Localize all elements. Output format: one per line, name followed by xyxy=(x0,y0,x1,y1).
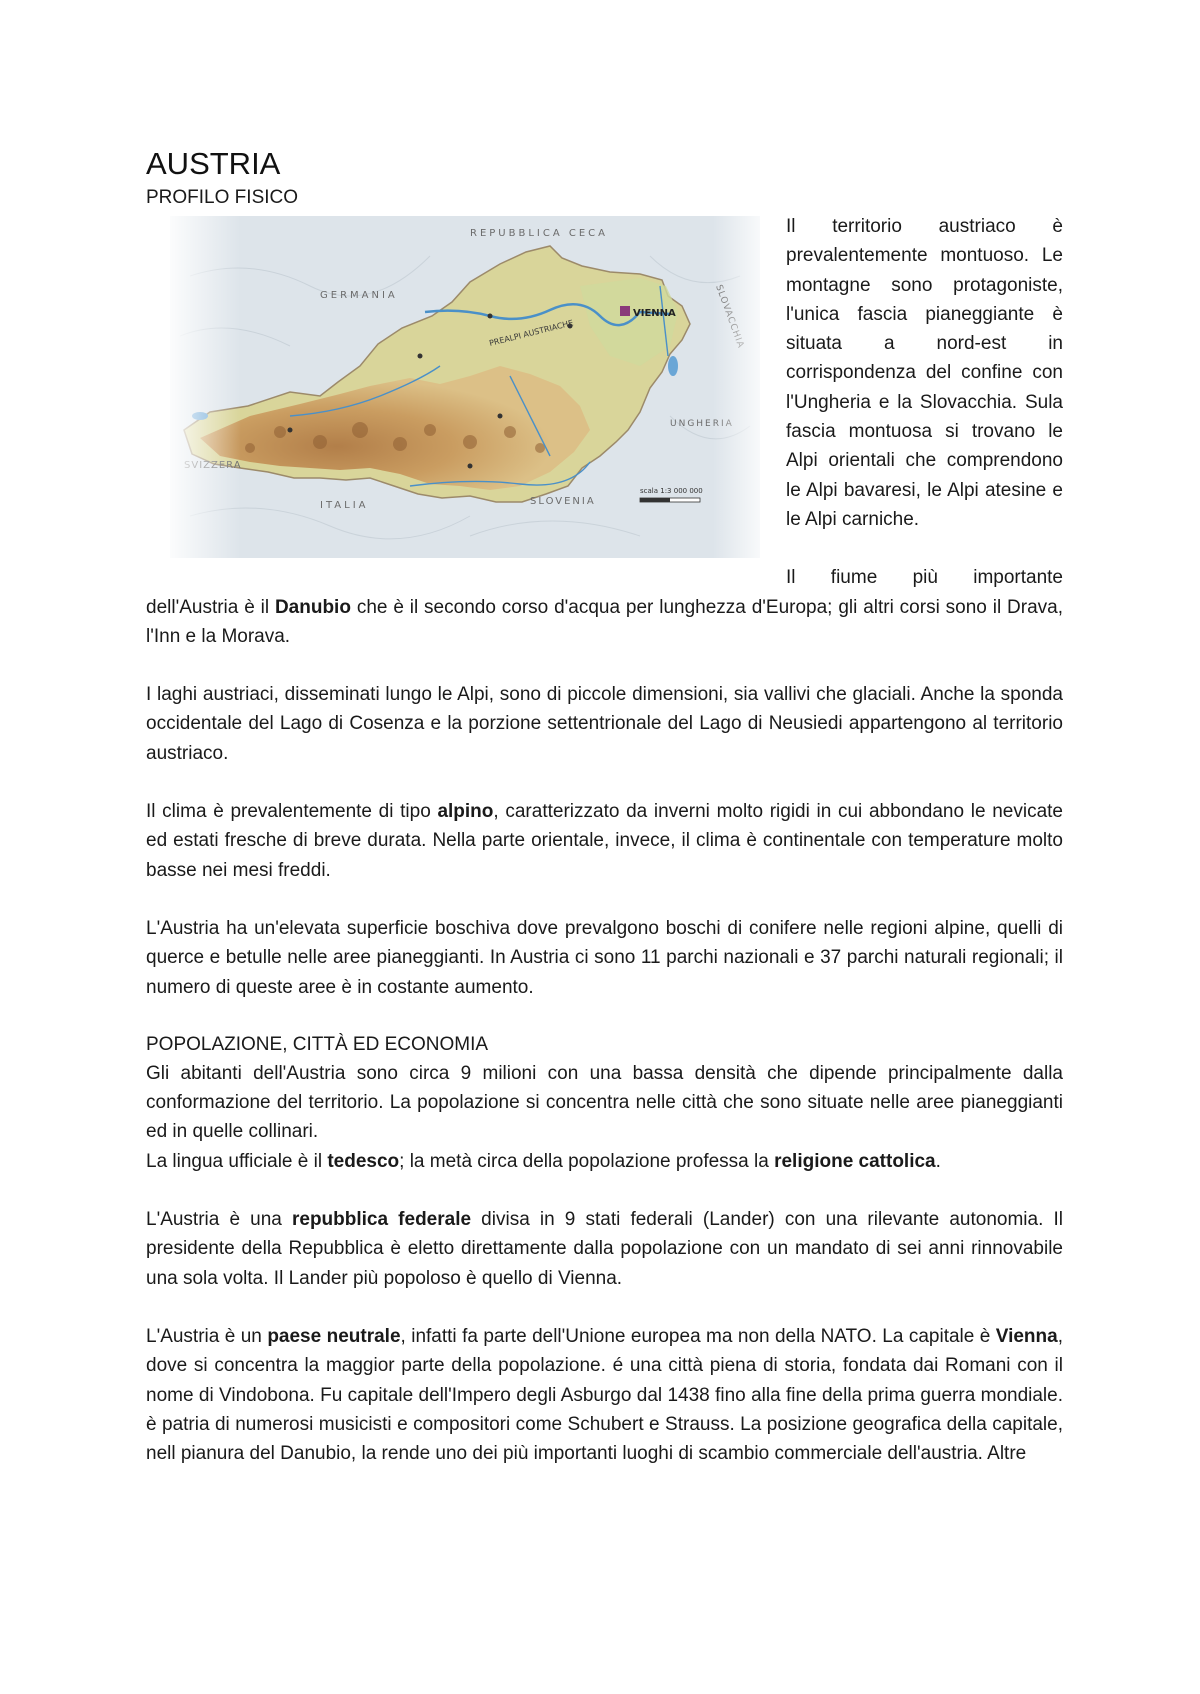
text-span: . xyxy=(935,1150,941,1172)
document-page xyxy=(146,144,1063,1468)
bold-alpino: alpino xyxy=(437,801,494,823)
document-title: AUSTRIA xyxy=(146,146,281,181)
austria-map xyxy=(170,216,760,558)
section-heading-popolazione: POPOLAZIONE, CITTÀ ED ECONOMIA xyxy=(146,1033,489,1055)
paragraph-lakes: I laghi austriaci, disseminati lungo le Alpi, sono di piccole dimensioni, sia vallivi che glaciali. Anche la sponda occidentale del Lago di Cosenza e la porzione settentrionale del Lago di Neusiedi appartengono al territorio austriaco. xyxy=(146,684,1063,764)
text-span: , infatti fa parte dell'Unione europea ma non della NATO. La capitale è xyxy=(400,1325,996,1347)
section-heading-profilo-fisico: PROFILO FISICO xyxy=(146,187,299,208)
text-span: ; la metà circa della popolazione professa la xyxy=(399,1150,775,1172)
bold-religione-cattolica: religione cattolica xyxy=(774,1150,936,1172)
text-span: Il fiume più importante dell'Austria è il xyxy=(146,567,1063,618)
text-span: divisa in 9 stati federali (Lander) con una rilevante autonomia. Il presidente della Repubblica è eletto direttamente dalla popolazione con un mandato di sei anni rinnovabile una sola volta. Il Lander più popoloso è quello di Vienna. xyxy=(146,1209,1063,1289)
bold-danubio: Danubio xyxy=(274,596,351,618)
paragraph-territory: Il territorio austriaco è prevalentemente montuoso. Le montagne sono protagoniste, l'unica fascia pianeggiante è situata a nord-est in corrispondenza del confine con l'Ungheria e la Slovacchia. Sula fascia montuosa si trovano le Alpi orientali che comprendono le Alpi bavaresi, le Alpi atesine e le Alpi carniche. xyxy=(786,216,1063,530)
paragraph-government xyxy=(146,1205,1063,1293)
bold-vienna: Vienna xyxy=(995,1325,1058,1347)
bold-paese-neutrale: paese neutrale xyxy=(267,1325,401,1347)
paragraph-language xyxy=(146,1147,1063,1176)
austria-map-image xyxy=(170,216,760,558)
text-span: L'Austria è un xyxy=(146,1325,268,1347)
paragraph-forests: L'Austria ha un'elevata superficie boschiva dove prevalgono boschi di conifere nelle regioni alpine, quelli di querce e betulle nelle aree pianeggianti. In Austria ci sono 11 parchi nazionali e 37 parchi naturali regionali; il numero di queste aree è in costante aumento. xyxy=(146,917,1063,998)
paragraph-vienna xyxy=(146,1322,1063,1468)
text-span: che è il secondo corso d'acqua per lunghezza d'Europa; gli altri corsi sono il Drava, l'Inn e la Morava. xyxy=(146,596,1063,647)
paragraph-rivers xyxy=(146,563,1063,651)
text-span: L'Austria è una xyxy=(146,1209,292,1231)
text-span: La lingua ufficiale è il xyxy=(146,1150,328,1172)
bold-repubblica-federale: repubblica federale xyxy=(291,1209,472,1231)
paragraph-climate xyxy=(146,797,1063,885)
paragraph-population: Gli abitanti dell'Austria sono circa 9 milioni con una bassa densità che dipende principalmente dalla conformazione del territorio. La popolazione si concentra nelle città che sono situate nelle aree pianeggianti ed in quelle collinari. xyxy=(146,1062,1063,1143)
bold-tedesco: tedesco xyxy=(327,1150,400,1172)
text-span: Il clima è prevalentemente di tipo xyxy=(146,801,438,823)
text-span: , caratterizzato da inverni molto rigidi in cui abbondano le nevicate ed estati fresche di breve durata. Nella parte orientale, invece, il clima è continentale con temperature molto basse nei mesi freddi. xyxy=(146,801,1063,881)
text-span: , dove si concentra la maggior parte della popolazione. é una città piena di storia, fondata dai Romani con il nome di Vindobona. Fu capitale dell'Impero degli Asburgo dal 1438 fino alla fine della prima guerra mondiale. è patria di numerosi musicisti e compositori come Schubert e Strauss. La posizione geografica della capitale, nell pianura del Danubio, la rende uno dei più importanti luoghi di scambio commerciale dell'austria. Altre xyxy=(146,1325,1063,1465)
